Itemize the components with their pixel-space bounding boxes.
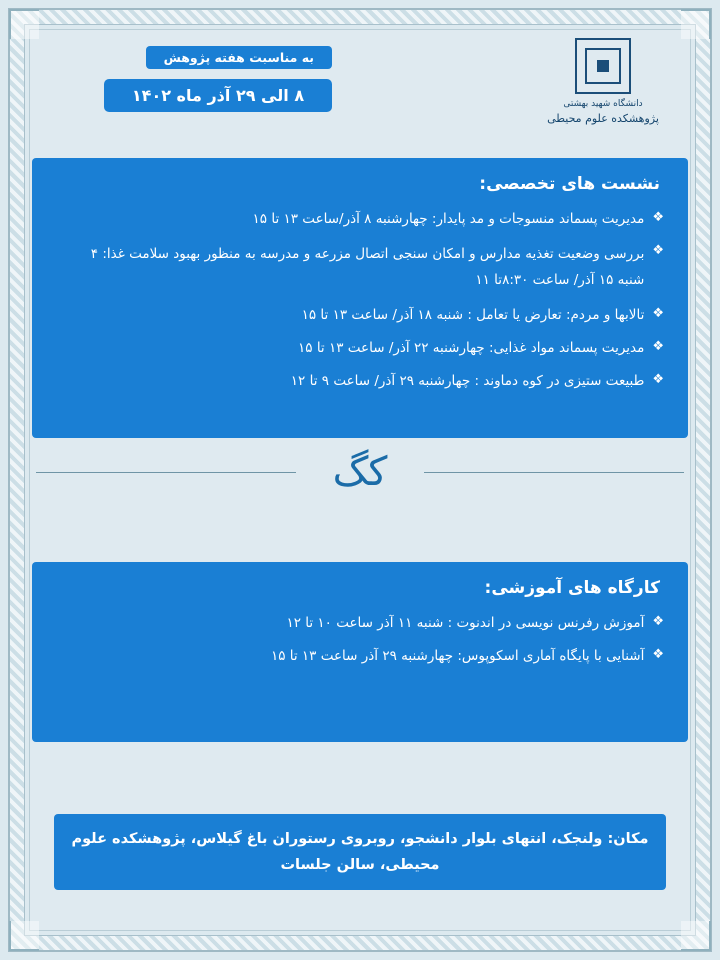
date-badge: ۸ الی ۲۹ آذر ماه ۱۴۰۲ bbox=[104, 79, 332, 112]
list-item-label: طبیعت ستیزی در کوه دماوند : چهارشنبه ۲۹ آذر/ ساعت ۹ تا ۱۲ bbox=[290, 373, 645, 389]
university-logo bbox=[528, 38, 678, 125]
divider-line-right bbox=[424, 472, 684, 473]
diamond-bullet-icon: ❖ bbox=[652, 372, 664, 387]
list-item-label: آشنایی با پایگاه آماری اسکوپوس: چهارشنبه ۲۹ آذر ساعت ۱۳ تا ۱۵ bbox=[270, 648, 645, 664]
list-item bbox=[54, 645, 666, 667]
poster-content bbox=[32, 32, 688, 928]
header-badges bbox=[32, 32, 332, 112]
list-item bbox=[54, 370, 666, 392]
logo-bottom-text: پژوهشکده علوم محیطی bbox=[547, 112, 659, 125]
layout-spacer bbox=[32, 502, 688, 562]
list-item bbox=[54, 208, 666, 230]
list-item-label: مدیریت پسماند منسوجات و مد پایدار: چهارشنبه ۸ آذر/ساعت ۱۳ تا ۱۵ bbox=[252, 211, 645, 227]
diamond-bullet-icon: ❖ bbox=[652, 614, 664, 629]
divider-line-left bbox=[36, 472, 296, 473]
logo-top-text: دانشگاه شهید بهشتی bbox=[563, 99, 643, 109]
list-item-label: بررسی وضعیت تغذیه مدارس و امکان سنجی اتصال مزرعه و مدرسه به منظور بهبود سلامت غذا: ۴ شنبه ۱۵ آذر/ ساعت ۸:۳۰تا ۱۱ bbox=[90, 246, 645, 288]
calligraphy-ornament: کگ bbox=[332, 449, 388, 495]
section-specialized-meetings bbox=[32, 158, 688, 438]
section-title: کارگاه های آموزشی: bbox=[484, 578, 660, 598]
section-title: نشست های تخصصی: bbox=[479, 174, 660, 194]
diamond-bullet-icon: ❖ bbox=[652, 306, 664, 321]
university-emblem-icon bbox=[575, 38, 631, 94]
poster-header bbox=[32, 32, 688, 152]
occasion-badge: به مناسبت هفته پژوهش bbox=[146, 46, 332, 69]
location-footer: مکان: ولنجک، انتهای بلوار دانشجو، روبروی رستوران باغ گیلاس، پژوهشکده علوم محیطی، سالن جلسات bbox=[54, 814, 666, 890]
diamond-bullet-icon: ❖ bbox=[652, 339, 664, 354]
list-item-label: تالابها و مردم: تعارض یا تعامل : شنبه ۱۸ آذر/ ساعت ۱۳ تا ۱۵ bbox=[301, 307, 645, 323]
diamond-bullet-icon: ❖ bbox=[652, 647, 664, 662]
list-item-label: مدیریت پسماند مواد غذایی: چهارشنبه ۲۲ آذر/ ساعت ۱۳ تا ۱۵ bbox=[298, 340, 645, 356]
list-item bbox=[54, 241, 666, 293]
ornamental-divider bbox=[32, 442, 688, 502]
list-item bbox=[54, 304, 666, 326]
list-item-label: آموزش رفرنس نویسی در اندنوت : شنبه ۱۱ آذر ساعت ۱۰ تا ۱۲ bbox=[286, 615, 645, 631]
diamond-bullet-icon: ❖ bbox=[652, 243, 664, 258]
list-item bbox=[54, 612, 666, 634]
diamond-bullet-icon: ❖ bbox=[652, 210, 664, 225]
list-item bbox=[54, 337, 666, 359]
section-training-workshops bbox=[32, 562, 688, 742]
